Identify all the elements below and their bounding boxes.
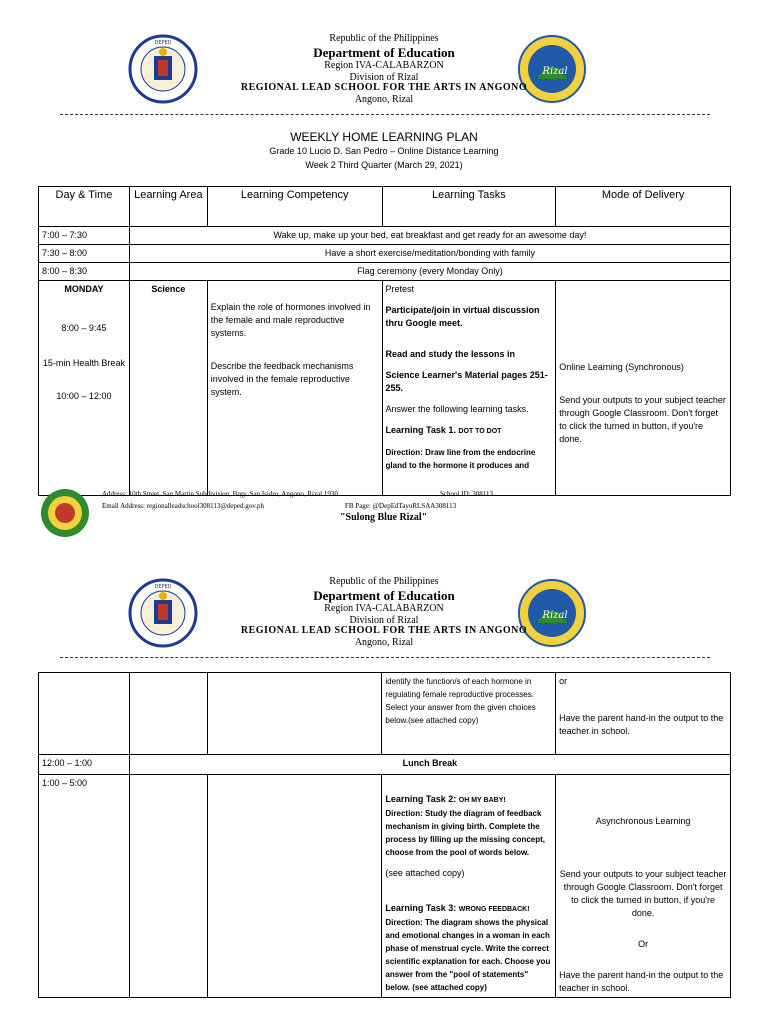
routine-activity: Wake up, make up your bed, eat breakfast and get ready for an awesome day! <box>129 227 730 245</box>
task-direction: Direction: Study the diagram of feedback mechanism in giving birth. Complete the process by filling up the missing concept, choose from the pool of words below. <box>385 809 545 857</box>
department-title: Department of Education <box>313 45 455 60</box>
footer-fb[interactable]: FB Page: @DepEdTayoRLSAA308113 <box>345 502 457 510</box>
lunch-time: 12:00 – 1:00 <box>39 755 130 775</box>
tasks-cell <box>382 775 556 998</box>
time-slot: 10:00 – 12:00 <box>56 391 112 401</box>
task-label: Learning Task 2: <box>385 794 457 804</box>
mode-cell <box>556 281 731 496</box>
school-seal <box>40 488 90 538</box>
footer-address: Address: 10th Street, San Martin Subdivision, Brgy. San Isidro, Angono, Rizal 1930 <box>102 490 338 498</box>
task-direction: Direction: The diagram shows the physical and emotional changes in a woman in each phase of menstrual cycle. Write the correct scientific explanation for each. Choose you answer from the "pool of statements" below. (see attached copy) <box>385 918 551 992</box>
division-line: Division of Rizal <box>349 615 419 626</box>
task-text: Read and study the lessons in <box>385 349 516 359</box>
footer-email: Email Address: regionalleadschool308113@deped.gov.ph <box>102 502 265 510</box>
lunch-break: Lunch Break <box>129 755 730 775</box>
task-continued: identify the function/s of each hormone in regulating female reproductive processes. Select your answer from the given choices below.(see attached copy) <box>382 673 556 755</box>
competency-text: Explain the role of hormones involved in the female and male reproductive systems. <box>210 302 371 338</box>
table-row <box>39 281 731 496</box>
task-label: Learning Task 1. <box>385 425 456 435</box>
header-learning-competency: Learning Competency <box>207 187 382 227</box>
parent-text: Have the parent hand-in the output to the teacher in school. <box>559 970 724 993</box>
rizal-logo-text: Rizal <box>542 66 568 77</box>
learning-plan-table-continued <box>38 672 731 998</box>
plan-subtitle: Grade 10 Lucio D. San Pedro – Online Distance Learning <box>269 146 499 156</box>
afternoon-time: 1:00 – 5:00 <box>39 775 130 998</box>
header-mode-of-delivery: Mode of Delivery <box>556 187 731 227</box>
table-row <box>39 755 731 775</box>
republic-line: Republic of the Philippines <box>329 33 439 44</box>
or-text: or <box>559 676 568 686</box>
school-name: REGIONAL LEAD SCHOOL FOR THE ARTS IN ANGONO <box>240 625 528 636</box>
competency-text: Describe the feedback mechanisms involved in the female reproductive system. <box>210 361 354 397</box>
mode-text: Send your outputs to your subject teacher through Google Classroom. Don't forget to click the turned in button, if you're done. <box>559 869 727 918</box>
task-label: Learning Task 3: <box>385 903 457 913</box>
table-row <box>39 673 731 755</box>
learning-plan-table <box>38 186 731 496</box>
empty-cell <box>207 673 382 755</box>
task-text: Science Learner's Material pages 251-255. <box>385 370 548 393</box>
learning-area: Science <box>129 281 207 496</box>
town-line: Angono, Rizal <box>354 94 414 105</box>
school-name: REGIONAL LEAD SCHOOL FOR THE ARTS IN ANGONO <box>240 82 528 93</box>
header-divider <box>60 657 710 658</box>
table-row <box>39 245 731 263</box>
footer-school-id: School ID: 308113 <box>440 490 494 498</box>
empty-cell <box>39 673 130 755</box>
region-line: Region IVA-CALABARZON <box>324 603 444 614</box>
svg-text:DEPED: DEPED <box>154 584 172 590</box>
attached-copy: (see attached copy) <box>385 868 465 878</box>
footer-motto: "Sulong Blue Rizal" <box>340 512 428 523</box>
competency-cell <box>207 281 382 496</box>
mode-text: Online Learning (Synchronous) <box>559 362 684 372</box>
day-label: MONDAY <box>64 284 104 294</box>
plan-title: WEEKLY HOME LEARNING PLAN <box>290 130 478 144</box>
task-text: Participate/join in virtual discussion thru Google meet. <box>385 305 540 328</box>
empty-cell <box>207 775 382 998</box>
table-row <box>39 775 731 998</box>
monday-schedule-cell <box>39 281 130 496</box>
table-header-row <box>39 187 731 227</box>
task-title: WRONG FEEDBACK! <box>458 906 530 913</box>
empty-cell <box>129 673 207 755</box>
health-break: 15-min Health Break <box>42 358 125 368</box>
task-direction: Direction: Draw line from the endocrine gland to the hormone it produces and <box>385 448 536 470</box>
header-day-time: Day & Time <box>39 187 130 227</box>
routine-time: 8:00 – 8:30 <box>39 263 130 281</box>
routine-time: 7:00 – 7:30 <box>39 227 130 245</box>
republic-line: Republic of the Philippines <box>329 576 439 587</box>
mode-cell <box>556 673 731 755</box>
department-title: Department of Education <box>313 588 455 603</box>
task-title: OH MY BABY! <box>458 797 506 804</box>
tasks-cell <box>382 281 556 496</box>
empty-cell <box>129 775 207 998</box>
table-row <box>39 263 731 281</box>
region-line: Region IVA-CALABARZON <box>324 60 444 71</box>
header-learning-tasks: Learning Tasks <box>382 187 556 227</box>
svg-text:DEPED: DEPED <box>154 40 172 46</box>
or-text: Or <box>638 939 649 949</box>
routine-time: 7:30 – 8:00 <box>39 245 130 263</box>
task-title: DOT TO DOT <box>458 428 502 435</box>
pretest-text: Pretest <box>385 284 415 294</box>
header-learning-area: Learning Area <box>129 187 207 227</box>
time-slot: 8:00 – 9:45 <box>61 323 107 333</box>
table-row <box>39 227 731 245</box>
routine-activity: Flag ceremony (every Monday Only) <box>129 263 730 281</box>
mode-text: Asynchronous Learning <box>595 816 691 826</box>
division-line: Division of Rizal <box>349 72 419 83</box>
mode-text: Send your outputs to your subject teacher through Google Classroom. Don't forget to click the turned in button, if you're done. <box>559 395 726 444</box>
plan-week: Week 2 Third Quarter (March 29, 2021) <box>305 160 463 170</box>
mode-cell <box>556 775 731 998</box>
task-text: Answer the following learning tasks. <box>385 404 529 414</box>
parent-text: Have the parent hand-in the output to the teacher in school. <box>559 713 724 736</box>
town-line: Angono, Rizal <box>354 637 414 648</box>
routine-activity: Have a short exercise/meditation/bonding with family <box>129 245 730 263</box>
header-divider <box>60 114 710 115</box>
rizal-logo-text: Rizal <box>542 610 568 621</box>
